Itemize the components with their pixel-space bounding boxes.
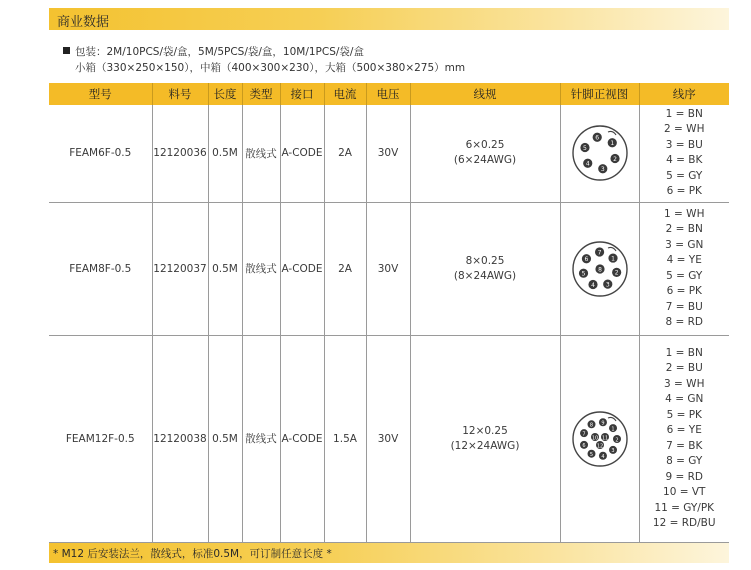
packaging-line-1 — [63, 44, 465, 60]
svg-text:3: 3 — [605, 280, 610, 288]
cell-wire-gauge — [410, 335, 560, 542]
section-header — [49, 8, 729, 30]
header-wire-sequence: 线序 — [639, 83, 729, 105]
footnote-bar — [49, 543, 729, 563]
wire-sequence-item: 11 = GY/PK — [654, 501, 715, 514]
pin — [596, 441, 604, 449]
svg-text:1: 1 — [609, 140, 614, 148]
wire-sequence-item: 10 = VT — [663, 486, 706, 498]
pin — [578, 268, 587, 277]
svg-text:9: 9 — [600, 420, 605, 427]
wire-sequence-item: 5 = GY — [666, 269, 703, 282]
wire-sequence-item: 7 = BK — [666, 439, 703, 452]
connector-face-icon — [568, 407, 632, 471]
cell-wire-gauge — [410, 202, 560, 335]
cell-length: 0.5M — [208, 335, 242, 542]
section-title: 商业数据 — [57, 15, 110, 30]
pin — [591, 433, 599, 441]
wire-sequence-item: 8 = RD — [665, 316, 704, 328]
wire-sequence-item: 5 = GY — [666, 169, 703, 182]
svg-text:1: 1 — [610, 425, 615, 432]
connector-face-icon — [568, 121, 632, 185]
header-pin-view: 针脚正视图 — [560, 83, 639, 105]
cell-part-no: 12120038 — [152, 335, 208, 542]
header-voltage: 电压 — [366, 83, 410, 105]
connector-face-icon — [568, 237, 632, 301]
header-part-no: 料号 — [152, 83, 208, 105]
pin — [580, 143, 589, 152]
table-row — [49, 202, 729, 335]
pin — [595, 264, 604, 273]
svg-text:8: 8 — [597, 265, 602, 273]
table-row — [49, 105, 729, 202]
wire-gauge-spec: 6×0.25 — [465, 139, 505, 152]
cell-wire-gauge — [410, 105, 560, 202]
square-bullet-icon — [63, 47, 70, 54]
wire-sequence-item: 5 = PK — [666, 408, 702, 421]
cell-length: 0.5M — [208, 202, 242, 335]
pin — [608, 253, 617, 262]
svg-text:3: 3 — [610, 447, 615, 454]
wire-gauge-awg: (8×24AWG) — [453, 269, 517, 282]
packaging-text: 包装：2M/10PCS/袋/盒，5M/5PCS/袋/盒，10M/1PCS/袋/盒 — [75, 46, 364, 58]
wire-sequence-item: 6 = PK — [666, 285, 702, 297]
svg-text:2: 2 — [612, 156, 617, 164]
svg-text:2: 2 — [614, 269, 619, 277]
svg-text:10: 10 — [591, 434, 598, 441]
cell-pin-view — [560, 202, 639, 335]
pin — [594, 247, 603, 256]
pin — [610, 154, 619, 163]
cell-interface: A-CODE — [280, 335, 324, 542]
svg-text:5: 5 — [589, 451, 593, 458]
wire-sequence-item: 8 = GY — [666, 455, 703, 467]
pin — [603, 279, 612, 288]
pin — [612, 267, 621, 276]
svg-text:4: 4 — [600, 453, 605, 460]
cell-part-no: 12120037 — [152, 202, 208, 335]
header-interface: 接口 — [280, 83, 324, 105]
cell-part-no: 12120036 — [152, 105, 208, 202]
footnote-text: * M12 后安装法兰，散线式，标准0.5M，可订制任意长度 * — [53, 548, 332, 560]
header-current: 电流 — [324, 83, 366, 105]
pin — [581, 254, 590, 263]
svg-text:1: 1 — [610, 254, 615, 262]
svg-text:4: 4 — [585, 160, 590, 168]
wire-sequence-item: 3 = WH — [664, 377, 705, 390]
header-length: 长度 — [208, 83, 242, 105]
svg-text:7: 7 — [597, 248, 601, 256]
pin — [598, 164, 607, 173]
wire-sequence-item: 4 = GN — [665, 393, 704, 405]
header-wire-gauge: 线规 — [410, 83, 560, 105]
packaging-line-2: 小箱（330×250×150），中箱（400×300×230），大箱（500×380×275）mm — [75, 62, 466, 74]
wire-sequence-item: 3 = BU — [665, 138, 703, 151]
svg-text:11: 11 — [601, 434, 608, 441]
svg-text:8: 8 — [589, 422, 593, 429]
wire-sequence-item: 7 = BU — [665, 300, 703, 313]
svg-text:3: 3 — [600, 166, 605, 174]
cell-pin-view — [560, 335, 639, 542]
packaging-info — [63, 44, 465, 76]
cell-voltage: 30V — [366, 335, 410, 542]
wire-gauge-awg: (6×24AWG) — [453, 154, 517, 167]
table-row — [49, 335, 729, 542]
cell-type: 散线式 — [242, 335, 280, 542]
pin — [592, 133, 601, 142]
pin — [588, 279, 597, 288]
cell-wire-sequence — [639, 335, 729, 542]
wire-sequence-item: 12 = RD/BU — [652, 517, 716, 529]
wire-sequence-item: 6 = YE — [666, 424, 702, 436]
wire-sequence-item: 1 = BN — [665, 346, 703, 359]
cell-interface: A-CODE — [280, 105, 324, 202]
header-type: 类型 — [242, 83, 280, 105]
cell-model: FEAM12F-0.5 — [49, 335, 152, 542]
cell-pin-view — [560, 105, 639, 202]
pin — [601, 433, 609, 441]
pin — [607, 138, 616, 147]
svg-text:5: 5 — [582, 145, 587, 153]
wire-gauge-awg: (12×24AWG) — [450, 439, 520, 452]
cell-interface: A-CODE — [280, 202, 324, 335]
cell-model: FEAM8F-0.5 — [49, 202, 152, 335]
svg-text:5: 5 — [581, 269, 585, 277]
pin — [583, 159, 592, 168]
wire-sequence-item: 2 = WH — [664, 123, 705, 136]
svg-text:7: 7 — [581, 430, 586, 437]
cell-current: 2A — [324, 105, 366, 202]
wire-sequence-item: 4 = BK — [666, 154, 703, 167]
wire-gauge-spec: 8×0.25 — [465, 254, 505, 267]
cell-voltage: 30V — [366, 105, 410, 202]
svg-text:2: 2 — [614, 436, 619, 443]
wire-sequence-item: 9 = RD — [665, 470, 704, 483]
cell-wire-sequence — [639, 105, 729, 202]
svg-text:4: 4 — [590, 281, 595, 289]
wire-sequence-item: 2 = BN — [665, 223, 703, 235]
svg-text:6: 6 — [584, 255, 588, 263]
wire-sequence-item: 1 = WH — [664, 207, 705, 220]
cell-current: 1.5A — [324, 335, 366, 542]
wire-sequence-item: 2 = BU — [665, 362, 703, 374]
cell-type: 散线式 — [242, 105, 280, 202]
cell-current: 2A — [324, 202, 366, 335]
svg-text:6: 6 — [594, 134, 599, 142]
svg-text:6: 6 — [581, 442, 586, 449]
cell-length: 0.5M — [208, 105, 242, 202]
cell-wire-sequence — [639, 202, 729, 335]
cell-model: FEAM6F-0.5 — [49, 105, 152, 202]
cell-type: 散线式 — [242, 202, 280, 335]
table-header-row — [49, 83, 729, 105]
wire-sequence-item: 1 = BN — [665, 107, 703, 120]
wire-gauge-spec: 12×0.25 — [462, 424, 508, 437]
wire-sequence-item: 4 = YE — [666, 254, 702, 266]
header-model: 型号 — [49, 83, 152, 105]
spec-table — [49, 83, 729, 543]
svg-text:12: 12 — [596, 442, 603, 449]
cell-voltage: 30V — [366, 202, 410, 335]
wire-sequence-item: 6 = PK — [666, 185, 702, 198]
wire-sequence-item: 3 = GN — [665, 238, 704, 251]
